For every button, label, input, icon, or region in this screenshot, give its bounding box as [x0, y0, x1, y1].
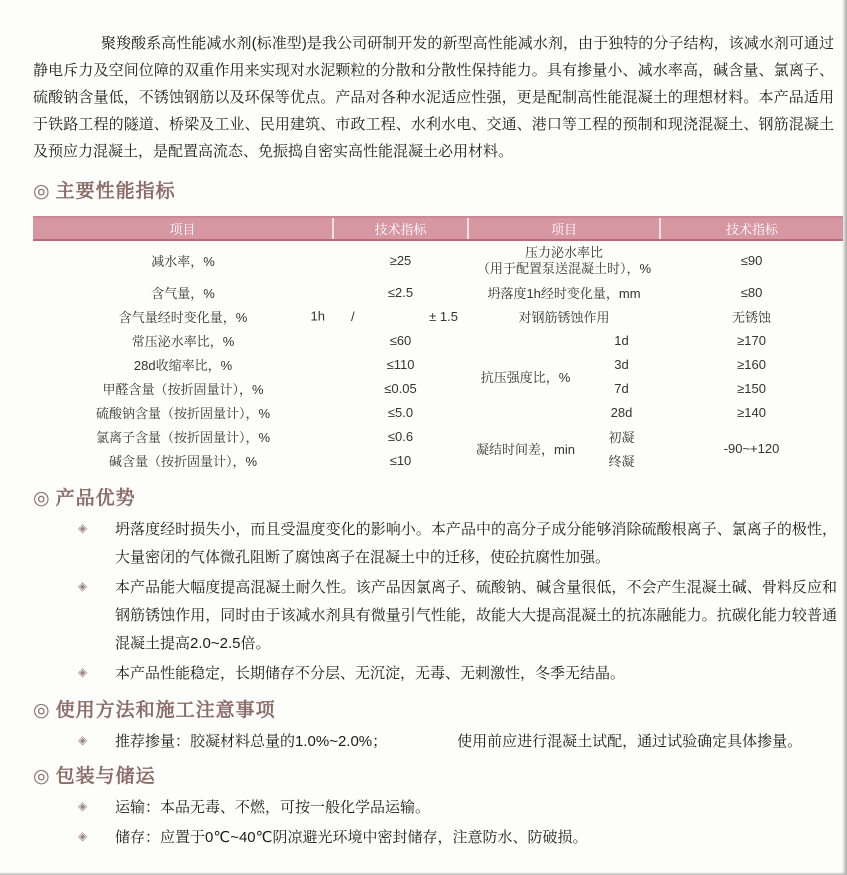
right-value: -90~+120 — [723, 440, 780, 456]
left-value: ≤0.05 — [384, 380, 417, 396]
table-header-row — [33, 217, 843, 240]
left-label — [33, 304, 333, 328]
list-item — [33, 794, 835, 822]
left-label: 硫酸钠含量（按折固量计），% — [95, 405, 271, 421]
right-sub-label: 3d — [614, 356, 629, 372]
left-label: 28d收缩率比，% — [133, 357, 233, 373]
list-item — [33, 824, 835, 852]
left-value: ≤10 — [389, 452, 412, 468]
left-value-slash: / — [351, 308, 355, 324]
header-item-right: 项目 — [468, 217, 660, 240]
diamond-bullet-icon: ◈ — [78, 829, 88, 843]
list-item — [33, 660, 835, 688]
packaging-storage-text: 储存：应置于0℃~40℃阴凉避光环境中密封储存，注意防水、防破损。 — [115, 829, 588, 846]
right-value: ≤90 — [740, 253, 763, 268]
left-value: ≥25 — [389, 253, 412, 268]
advantages-list — [33, 516, 835, 688]
left-value: ≤0.6 — [387, 428, 414, 444]
advantage-text: 坍落度经时损失小，而且受温度变化的影响小。本产品中的高分子成分能够消除硫酸根离子、氯离子的极性，大量密闭的气体微孔阻断了腐蚀离子在混凝土中的迁移，使砼抗腐性加强。 — [115, 521, 837, 566]
right-label-line1: 压力泌水率比 — [524, 244, 603, 260]
right-value: ≤80 — [740, 284, 763, 300]
right-value: ≥160 — [737, 356, 766, 372]
table-row — [33, 400, 843, 424]
table-row — [33, 240, 843, 280]
section-marker-icon: ◎ — [33, 766, 51, 787]
section-title-usage-text: 使用方法和施工注意事项 — [55, 700, 276, 721]
header-spec-right: 技术指标 — [660, 217, 843, 240]
advantage-text: 本产品性能稳定，长期储存不分层、无沉淀，无毒、无刺激性，冬季无结晶。 — [115, 665, 626, 682]
left-label: 减水率，% — [151, 254, 215, 269]
right-sub-label: 初凝 — [608, 429, 635, 445]
usage-note: 使用前应进行混凝土试配，通过试验确定具体掺量。 — [457, 733, 803, 750]
header-item-left: 项目 — [33, 217, 333, 240]
usage-dosage: 推荐掺量：胶凝材料总量的1.0%~2.0%； — [115, 733, 388, 750]
left-value: ≤2.5 — [387, 284, 414, 300]
scan-edge-right — [842, 0, 847, 875]
section-marker-icon: ◎ — [33, 181, 51, 202]
diamond-bullet-icon: ◈ — [78, 799, 88, 813]
right-group-label: 抗压强度比，% — [480, 369, 571, 385]
right-value: ≥170 — [737, 332, 766, 348]
left-value — [333, 304, 468, 328]
diamond-bullet-icon: ◈ — [78, 521, 88, 535]
diamond-bullet-icon: ◈ — [78, 579, 88, 593]
right-value: ≥140 — [737, 404, 766, 420]
packaging-transport-text: 运输：本品无毒、不燃，可按一般化学品运输。 — [115, 799, 431, 816]
header-spec-left: 技术指标 — [333, 217, 468, 240]
left-value: ≤5.0 — [387, 404, 414, 420]
table-row — [33, 376, 843, 400]
section-title-usage — [33, 698, 835, 724]
section-title-packaging — [33, 764, 835, 790]
section-marker-icon: ◎ — [33, 488, 51, 509]
packaging-list — [33, 794, 835, 852]
left-value-number: ± 1.5 — [429, 308, 458, 324]
section-title-advantages-text: 产品优势 — [55, 488, 136, 509]
left-label-text: 含气量经时变化量，% — [118, 309, 248, 325]
usage-text — [115, 728, 837, 756]
right-label: 坍落度1h经时变化量，mm — [487, 285, 641, 301]
diamond-bullet-icon: ◈ — [78, 733, 88, 747]
table-row — [33, 304, 843, 328]
left-value: ≤60 — [389, 332, 412, 348]
right-sub-label: 1d — [614, 332, 629, 348]
section-title-performance — [33, 179, 835, 205]
section-marker-icon: ◎ — [33, 700, 51, 721]
left-value: ≤110 — [386, 356, 415, 372]
table-row — [33, 280, 843, 304]
right-label: 对钢筋锈蚀作用 — [518, 309, 610, 325]
right-label-line2: （用于配置泵送混凝土时），% — [476, 260, 652, 276]
right-sub-label: 28d — [610, 404, 633, 420]
list-item — [33, 574, 835, 658]
table-row — [33, 328, 843, 352]
advantage-text: 本产品能大幅度提高混凝土耐久性。该产品因氯离子、硫酸钠、碱含量很低，不会产生混凝土碱、骨料反应和钢筋锈蚀作用，同时由于该减水剂具有微量引气性能，故能大大提高混凝土的抗冻融能力。抗碳化能力较普通混凝土提高2.0~2.5倍。 — [115, 579, 837, 652]
list-item — [33, 516, 835, 572]
left-label: 甲醛含量（按折固量计），% — [102, 381, 264, 397]
section-title-advantages — [33, 486, 835, 512]
right-value: 无锈蚀 — [732, 309, 772, 325]
list-item — [33, 728, 835, 756]
right-value: ≥150 — [737, 380, 766, 396]
intro-paragraph: 聚羧酸系高性能减水剂(标准型)是我公司研制开发的新型高性能减水剂，由于独特的分子结构，该减水剂可通过静电斥力及空间位障的双重作用来实现对水泥颗粒的分散和分散性保持能力。具有掺量小、减水率高，碱含量、氯离子、硫酸钠含量低，不锈蚀钢筋以及环保等优点。产品对各种水泥适应性强，更是配制高性能混凝土的理想材料。本产品适用于铁路工程的隧道、桥梁及工业、民用建筑、市政工程、水利水电、交通、港口等工程的预制和现浇混凝土、钢筋混凝土及预应力混凝土，是配置高流态、免振捣自密实高性能混凝土必用材料。 — [33, 35, 834, 160]
left-label: 碱含量（按折固量计），% — [108, 453, 258, 469]
left-label: 氯离子含量（按折固量计），% — [95, 429, 271, 445]
left-label-time: 1h — [310, 308, 325, 324]
right-sub-label: 7d — [614, 380, 629, 396]
table-row — [33, 352, 843, 376]
right-sub-label: 终凝 — [608, 453, 635, 469]
performance-table — [33, 216, 843, 472]
right-label — [468, 240, 660, 280]
usage-list — [33, 728, 835, 756]
table-row — [33, 424, 843, 448]
left-label: 含气量，% — [151, 285, 215, 301]
diamond-bullet-icon: ◈ — [78, 665, 88, 679]
left-label: 常压泌水率比，% — [131, 333, 235, 349]
section-title-performance-text: 主要性能指标 — [55, 181, 176, 202]
section-title-packaging-text: 包装与储运 — [55, 766, 156, 787]
right-group-label: 凝结时间差，min — [476, 441, 575, 457]
